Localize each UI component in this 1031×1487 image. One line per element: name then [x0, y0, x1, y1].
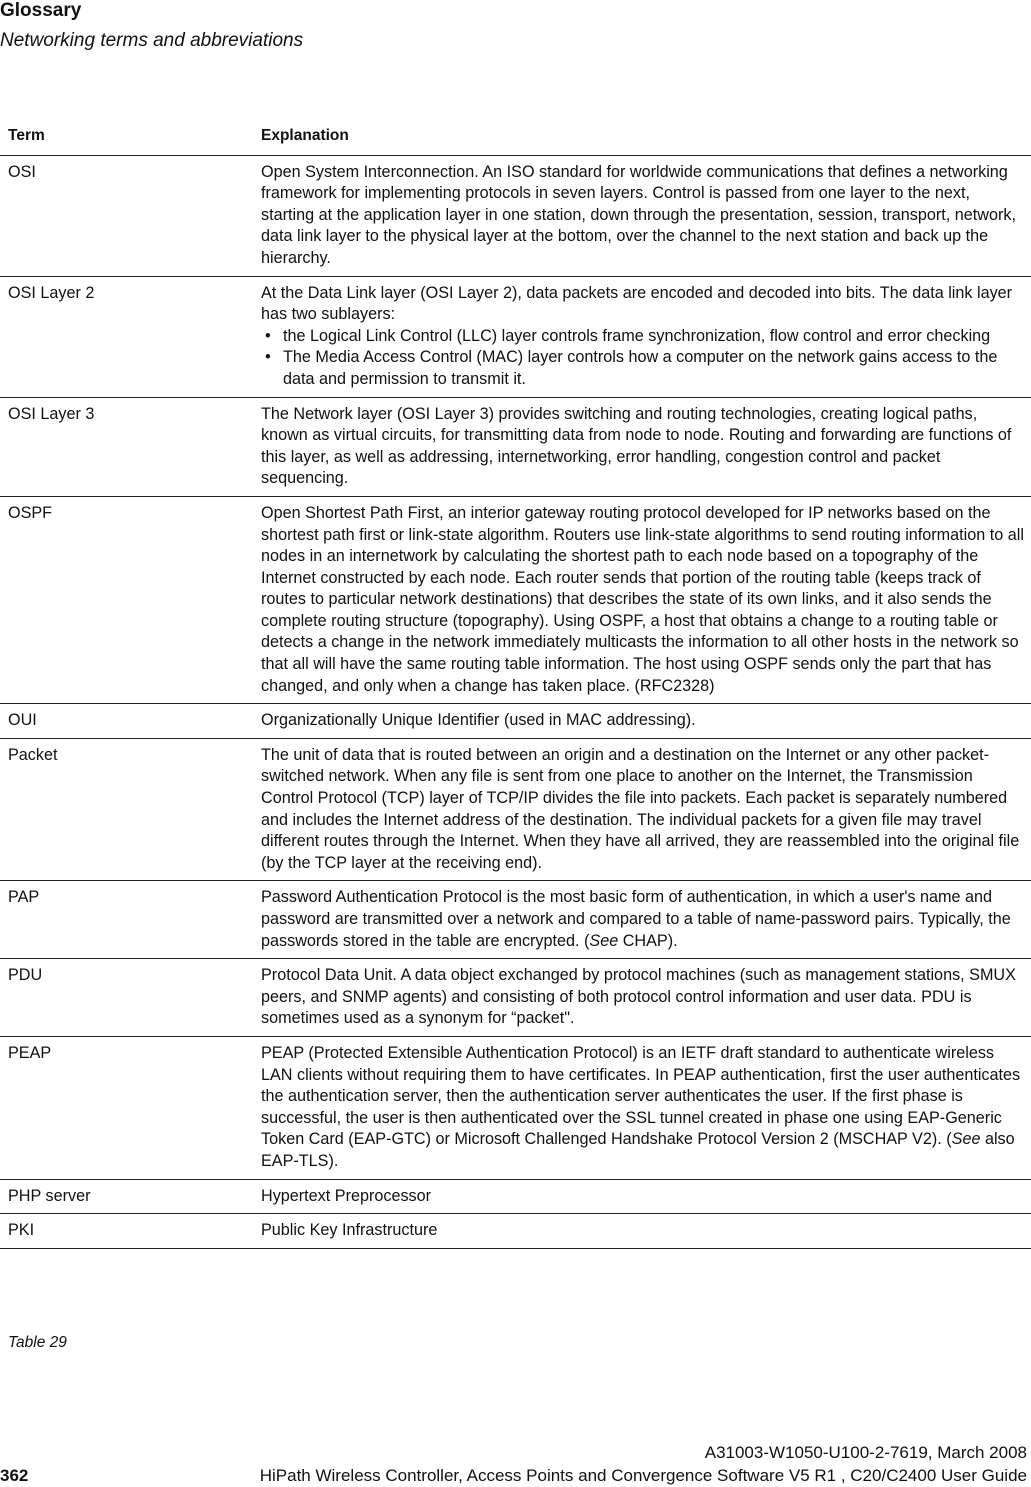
page-title: Glossary: [0, 0, 82, 21]
term-cell: Packet: [0, 738, 253, 881]
table-row: [0, 1214, 1031, 1249]
see-reference: See: [951, 1130, 981, 1149]
explanation-cell: [253, 276, 1031, 397]
table-header-row: [0, 118, 1031, 155]
explanation-text: Password Authentication Protocol is the most basic form of authentication, in which a user's name and password are transmitted over a network and compared to a table of name-password pairs. Typically, the passwords stored in the table are encrypted. (: [261, 888, 1011, 950]
table-caption: Table 29: [8, 1334, 67, 1351]
table-row: [0, 496, 1031, 703]
term-cell: OSI: [0, 155, 253, 276]
explanation-cell: Public Key Infrastructure: [253, 1214, 1031, 1249]
table-row: [0, 1179, 1031, 1214]
term-cell: OSI Layer 3: [0, 397, 253, 496]
term-cell: OSI Layer 2: [0, 276, 253, 397]
term-cell: OSPF: [0, 496, 253, 703]
explanation-cell: [253, 1036, 1031, 1179]
glossary-table: [0, 118, 1031, 1249]
explanation-text-end: also EAP-TLS).: [261, 1130, 1015, 1170]
term-cell: PKI: [0, 1214, 253, 1249]
table-row: [0, 1036, 1031, 1179]
list-item: • the Logical Link Control (LLC) layer controls frame synchronization, flow control and error checking: [261, 326, 1027, 348]
column-header-term: Term: [0, 118, 253, 155]
term-cell: PEAP: [0, 1036, 253, 1179]
list-item: • The Media Access Control (MAC) layer controls how a computer on the network gains access to the data and permission to transmit it.: [261, 347, 1027, 390]
explanation-cell: The unit of data that is routed between an origin and a destination on the Internet or any other packet-switched network. When any file is sent from one place to another on the Internet, the Transmission Control Protocol (TCP) layer of TCP/IP divides the file into packets. Each packet is separately numbered and includes the Internet address of the destination. The individual packets for a given file may travel different routes through the Internet. When they have all arrived, they are reassembled into the original file (by the TCP layer at the receiving end).: [253, 738, 1031, 881]
table-row: [0, 276, 1031, 397]
page-subtitle: Networking terms and abbreviations: [0, 30, 304, 51]
footer-guide-title: HiPath Wireless Controller, Access Points and Convergence Software V5 R1 , C20/C2400 User Guide: [259, 1466, 1027, 1485]
table-row: [0, 397, 1031, 496]
table-row: [0, 738, 1031, 881]
table-row: [0, 959, 1031, 1037]
table-row: [0, 704, 1031, 739]
explanation-cell: Open Shortest Path First, an interior gateway routing protocol developed for IP networks based on the shortest path first or link-state algorithm. Routers use link-state algorithms to send routing information to all nodes in an internetwork by calculating the shortest path to each node based on a topography of the Internet constructed by each node. Each router sends that portion of the routing table (keeps track of routes to particular network destinations) that describes the state of its own links, and it also sends the complete routing structure (topography). Using OSPF, a host that obtains a change to a routing table or detects a change in the network immediately multicasts the information to all other hosts in the network so that all will have the same routing table information. The host using OSPF sends only the part that has changed, and only when a change has taken place. (RFC2328): [253, 496, 1031, 703]
explanation-text-end: CHAP).: [618, 931, 678, 950]
term-cell: PDU: [0, 959, 253, 1037]
see-reference: See: [589, 931, 619, 950]
footer-doc-id: A31003-W1050-U100-2-7619, March 2008: [704, 1443, 1027, 1462]
explanation-cell: Open System Interconnection. An ISO standard for worldwide communications that defines a networking framework for implementing protocols in seven layers. Control is passed from one layer to the next, starting at the application layer in one station, down through the presentation, session, transport, network, data link layer to the physical layer at the bottom, over the channel to the next station and back up the hierarchy.: [253, 155, 1031, 276]
term-cell: PHP server: [0, 1179, 253, 1214]
column-header-explanation: Explanation: [253, 118, 1031, 155]
explanation-text: PEAP (Protected Extensible Authentication Protocol) is an IETF draft standard to authenticate wireless LAN clients without requiring them to have certificates. In PEAP authentication, first the user authenticates the authentication server, then the authentication server authenticates the user. If the first phase is successful, the user is then authenticated over the SSL tunnel created in phase one using EAP-Generic Token Card (EAP-GTC) or Microsoft Challenged Handshake Protocol Version 2 (MSCHAP V2). (: [261, 1043, 1021, 1149]
explanation-cell: Protocol Data Unit. A data object exchanged by protocol machines (such as management stations, SMUX peers, and SNMP agents) and consisting of both protocol control information and user data. PDU is sometimes used as a synonym for “packet".: [253, 959, 1031, 1037]
explanation-text: At the Data Link layer (OSI Layer 2), data packets are encoded and decoded into bits. The data link layer has two sublayers:: [261, 283, 1013, 324]
footer-page-number: 362: [0, 1466, 29, 1485]
bullet-list: [261, 326, 1027, 391]
explanation-cell: Organizationally Unique Identifier (used in MAC addressing).: [253, 704, 1031, 739]
term-cell: OUI: [0, 704, 253, 739]
term-cell: PAP: [0, 881, 253, 959]
explanation-cell: The Network layer (OSI Layer 3) provides switching and routing technologies, creating logical paths, known as virtual circuits, for transmitting data from node to node. Routing and forwarding are functions of this layer, as well as addressing, internetworking, error handling, congestion control and packet sequencing.: [253, 397, 1031, 496]
table-row: [0, 155, 1031, 276]
explanation-cell: Hypertext Preprocessor: [253, 1179, 1031, 1214]
explanation-cell: [253, 881, 1031, 959]
table-row: [0, 881, 1031, 959]
